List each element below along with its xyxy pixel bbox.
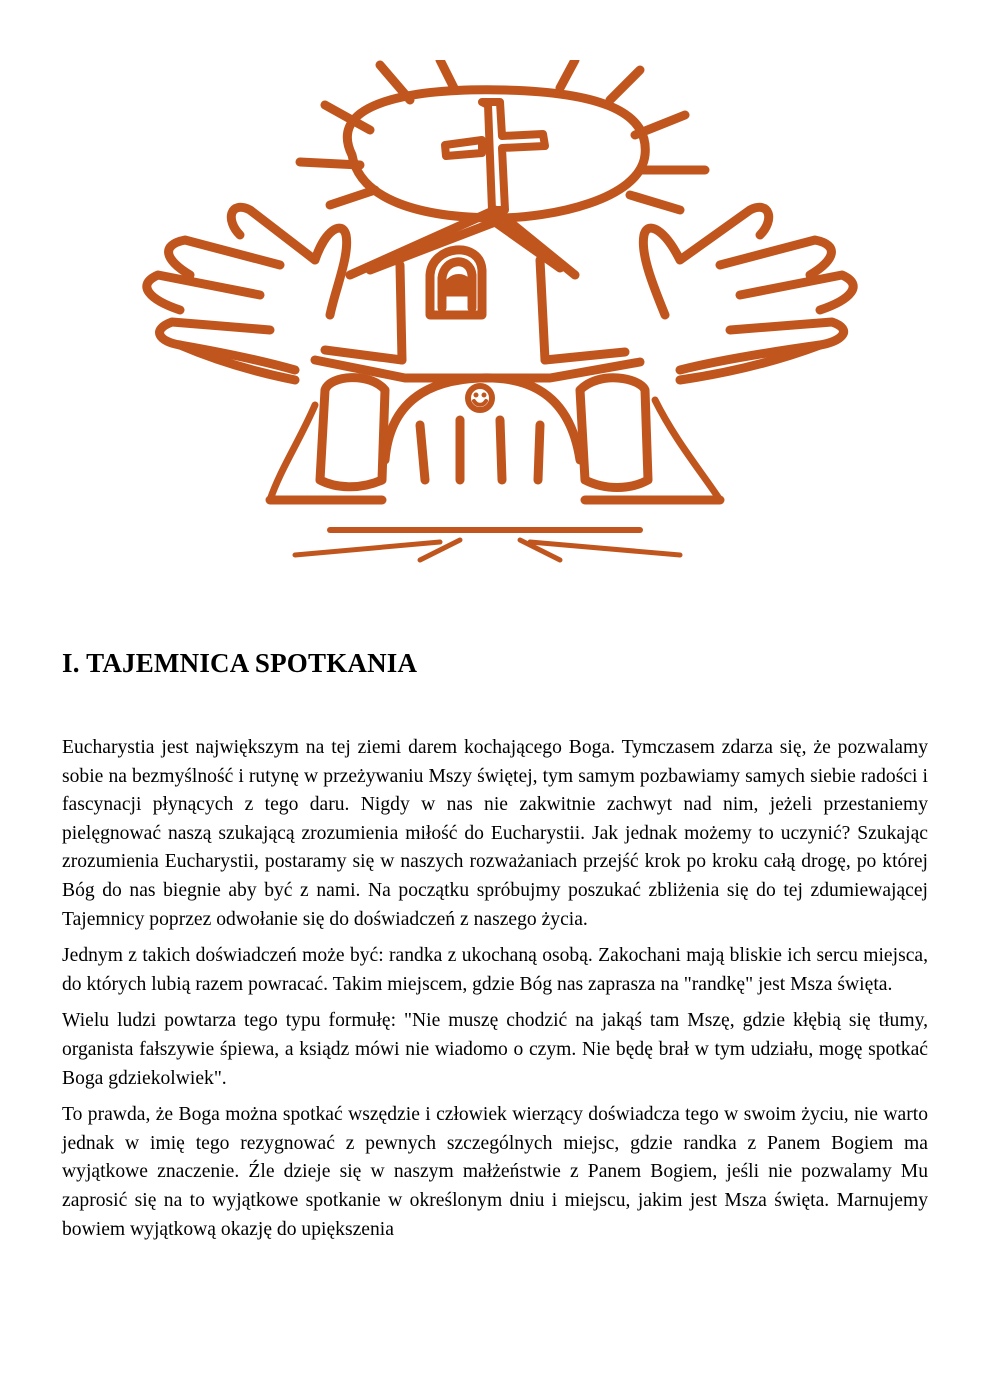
church-illustration xyxy=(120,60,880,580)
paragraph: To prawda, że Boga można spotkać wszędzie i człowiek wierzący doświadcza tego w swoim życiu, nie warto jednak w imię tego rezygnować z pewnych szczególnych miejsc, gdzie randka z Panem Bogiem ma wyjątkowe znaczenie. Źle dzieje się w naszym małżeństwie z Panem Bogiem, jeśli nie pozwalamy Mu zaprosić się na to wyjątkowe spotkanie w określonym dniu i miejscu, jakim jest Msza święta. Marnujemy bowiem wyjątkową okazję do upiększenia xyxy=(62,1104,928,1240)
paragraph: Jednym z takich doświadczeń może być: randka z ukochaną osobą. Zakochani mają bliskie ich sercu miejsca, do których lubią razem powracać. Takim miejscem, gdzie Bóg nas zaprasza na "randkę" jest Msza święta. xyxy=(62,945,928,995)
body-text xyxy=(62,734,928,1252)
paragraph: Wielu ludzi powtarza tego typu formułę: "Nie muszę chodzić na jakąś tam Mszę, gdzie kłębią się tłumy, organista fałszywie śpiewa, a ksiądz mówi nie wiadomo o czym. Nie będę brał w tym udziału, mogę spotkać Boga gdziekolwiek". xyxy=(62,1010,928,1089)
chapter-title: I. TAJEMNICA SPOTKANIA xyxy=(62,648,418,678)
church-with-hands-icon xyxy=(120,60,880,580)
paragraph: Eucharystia jest największym na tej ziemi darem kochającego Boga. Tymczasem zdarza się, że pozwalamy sobie na bezmyślność i rutynę w przeżywaniu Mszy świętej, tym samym pozbawiamy samych siebie radości i fascynacji płynących z tego daru. Nigdy w nas nie zakwitnie zachwyt nad nim, jeżeli przestaniemy pielęgnować naszą szukającą zrozumienia miłość do Eucharystii. Jak jednak możemy to uczynić? Szukając zrozumienia Eucharystii, postaramy się w naszych rozważaniach przejść krok po kroku całą drogę, po której Bóg do nas biegnie aby być z nami. Na początku spróbujmy poszukać zbliżenia się do tej zdumiewającej Tajemnicy poprzez odwołanie się do doświadczeń z naszego życia. xyxy=(62,737,928,930)
